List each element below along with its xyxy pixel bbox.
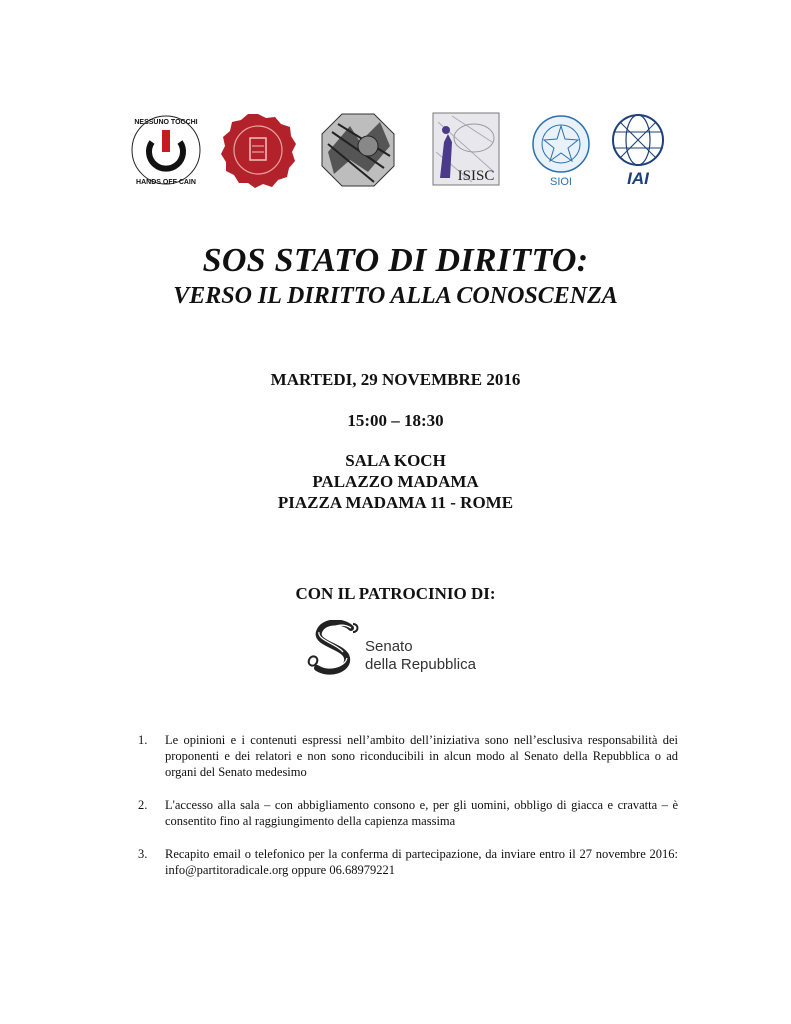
svg-text:IAI: IAI	[627, 169, 649, 188]
svg-text:SIOI: SIOI	[549, 176, 573, 188]
senato-logo	[305, 620, 505, 680]
note-text: Recapito email o telefonico per la conferma di partecipazione, da inviare entro il 27 novembre 2016: info@partitoradicale.org oppure 06.68979221	[165, 847, 678, 877]
list-item	[138, 846, 678, 878]
list-item	[138, 797, 678, 829]
page-subtitle: VERSO IL DIRITTO ALLA CONOSCENZA	[173, 283, 618, 309]
note-text: L'accesso alla sala – con abbigliamento consono e, per gli uomini, obbligo di giacca e cravatta – è consentito fino al raggiungimento della capienza massima	[165, 798, 678, 828]
note-text: Le opinioni e i contenuti espressi nell’ambito dell’iniziativa sono nell’esclusiva responsabilità dei proponenti e dei relatori e non sono riconducibili in alcun modo al Senato della Repubblica o ad organi del Senato medesimo	[165, 733, 678, 779]
red-seal-logo	[220, 112, 296, 188]
venue-building: PALAZZO MADAMA	[312, 472, 479, 491]
notes-list	[138, 732, 678, 895]
svg-text:ISISC: ISISC	[457, 168, 495, 184]
svg-text:NESSUNO TOCCHI: NESSUNO TOCCHI	[134, 119, 198, 126]
engraving-logo	[320, 112, 396, 188]
isisc-logo	[432, 112, 500, 188]
iai-logo	[610, 112, 666, 188]
venue-address: PIAZZA MADAMA 11 - ROME	[277, 493, 514, 512]
hands-off-cain-logo	[128, 112, 204, 188]
event-time: 15:00 – 18:30	[347, 411, 444, 430]
note-number: 3.	[138, 847, 148, 861]
note-number: 1.	[138, 733, 148, 747]
senato-line1: Senato	[365, 638, 413, 655]
list-item	[138, 732, 678, 780]
senato-emblem-icon	[305, 620, 361, 678]
note-number: 2.	[138, 798, 148, 812]
patronage-heading: CON IL PATROCINIO DI:	[295, 584, 496, 603]
page-title: SOS STATO DI DIRITTO:	[202, 242, 589, 279]
venue-room: SALA KOCH	[345, 451, 446, 470]
logo-row	[128, 112, 668, 192]
event-date: MARTEDI, 29 NOVEMBRE 2016	[270, 370, 521, 389]
sioi-logo	[530, 112, 592, 188]
senato-line2: della Repubblica	[365, 656, 476, 673]
svg-text:HANDS OFF CAIN: HANDS OFF CAIN	[136, 179, 196, 186]
